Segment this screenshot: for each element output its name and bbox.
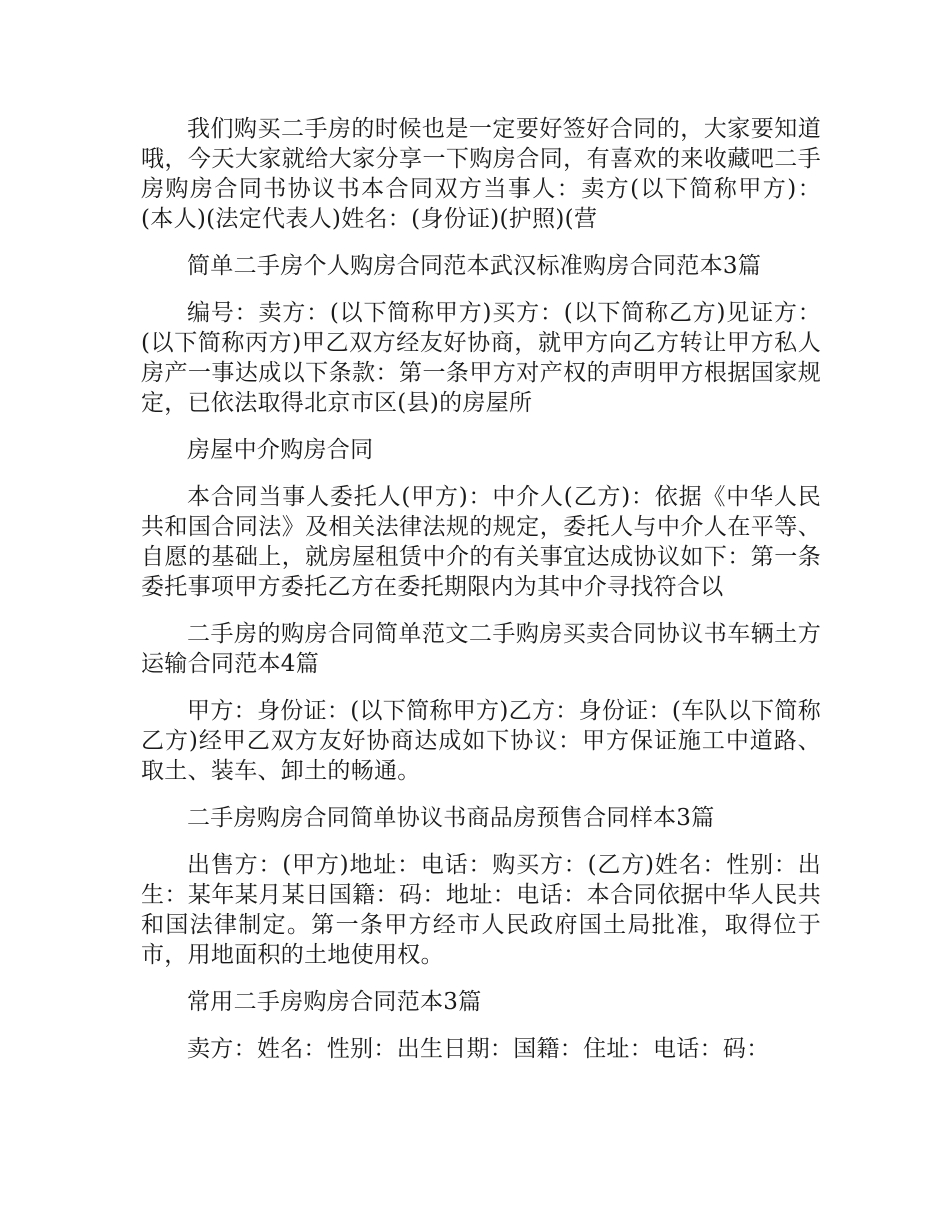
paragraph-heading-agency-contract: 房屋中介购房合同 <box>187 437 374 463</box>
document-body <box>141 114 821 1081</box>
paragraph-heading-common-contract: 常用二手房购房合同范本3篇 <box>187 989 482 1015</box>
paragraph-presale-terms: 出售方：(甲方)地址：电话：购买方：(乙方)姓名：性别：出生：某年某月某日国籍：码：地址：电话：本合同依据中华人民共和国法律制定。第一条甲方经市人民政府国土局批准，取得位于市，用地面积的土地使用权。 <box>141 852 821 968</box>
paragraph-seller-info: 卖方：姓名：性别：出生日期：国籍：住址：电话：码： <box>187 1036 770 1062</box>
paragraph-transport-terms: 甲方：身份证：(以下简称甲方)乙方：身份证：(车队以下简称乙方)经甲乙双方友好协商达成如下协议：甲方保证施工中道路、取土、装车、卸土的畅通。 <box>141 698 821 784</box>
paragraph-contract-terms: 编号：卖方：(以下简称甲方)买方：(以下简称乙方)见证方：(以下简称丙方)甲乙双方经友好协商，就甲方向乙方转让甲方私人房产一事达成以下条款：第一条甲方对产权的声明甲方根据国家规定，已依法取得北京市区(县)的房屋所 <box>141 300 821 416</box>
paragraph-heading-simple-contract: 简单二手房个人购房合同范本武汉标准购房合同范本3篇 <box>187 253 762 279</box>
paragraph-intro: 我们购买二手房的时候也是一定要好签好合同的，大家要知道哦，今天大家就给大家分享一下购房合同，有喜欢的来收藏吧二手房购房合同书协议书本合同双方当事人：卖方(以下简称甲方)：(本人)(法定代表人)姓名：(身份证)(护照)(营 <box>141 116 821 232</box>
paragraph-heading-presale-contract: 二手房购房合同简单协议书商品房预售合同样本3篇 <box>187 805 715 831</box>
paragraph-agency-terms: 本合同当事人委托人(甲方)：中介人(乙方)：依据《中华人民共和国合同法》及相关法律法规的规定，委托人与中介人在平等、自愿的基础上，就房屋租赁中介的有关事宜达成协议如下：第一条委托事项甲方委托乙方在委托期限内为其中介寻找符合以 <box>141 484 821 600</box>
paragraph-heading-transport-contract: 二手房的购房合同简单范文二手购房买卖合同协议书车辆土方运输合同范本4篇 <box>141 621 821 677</box>
